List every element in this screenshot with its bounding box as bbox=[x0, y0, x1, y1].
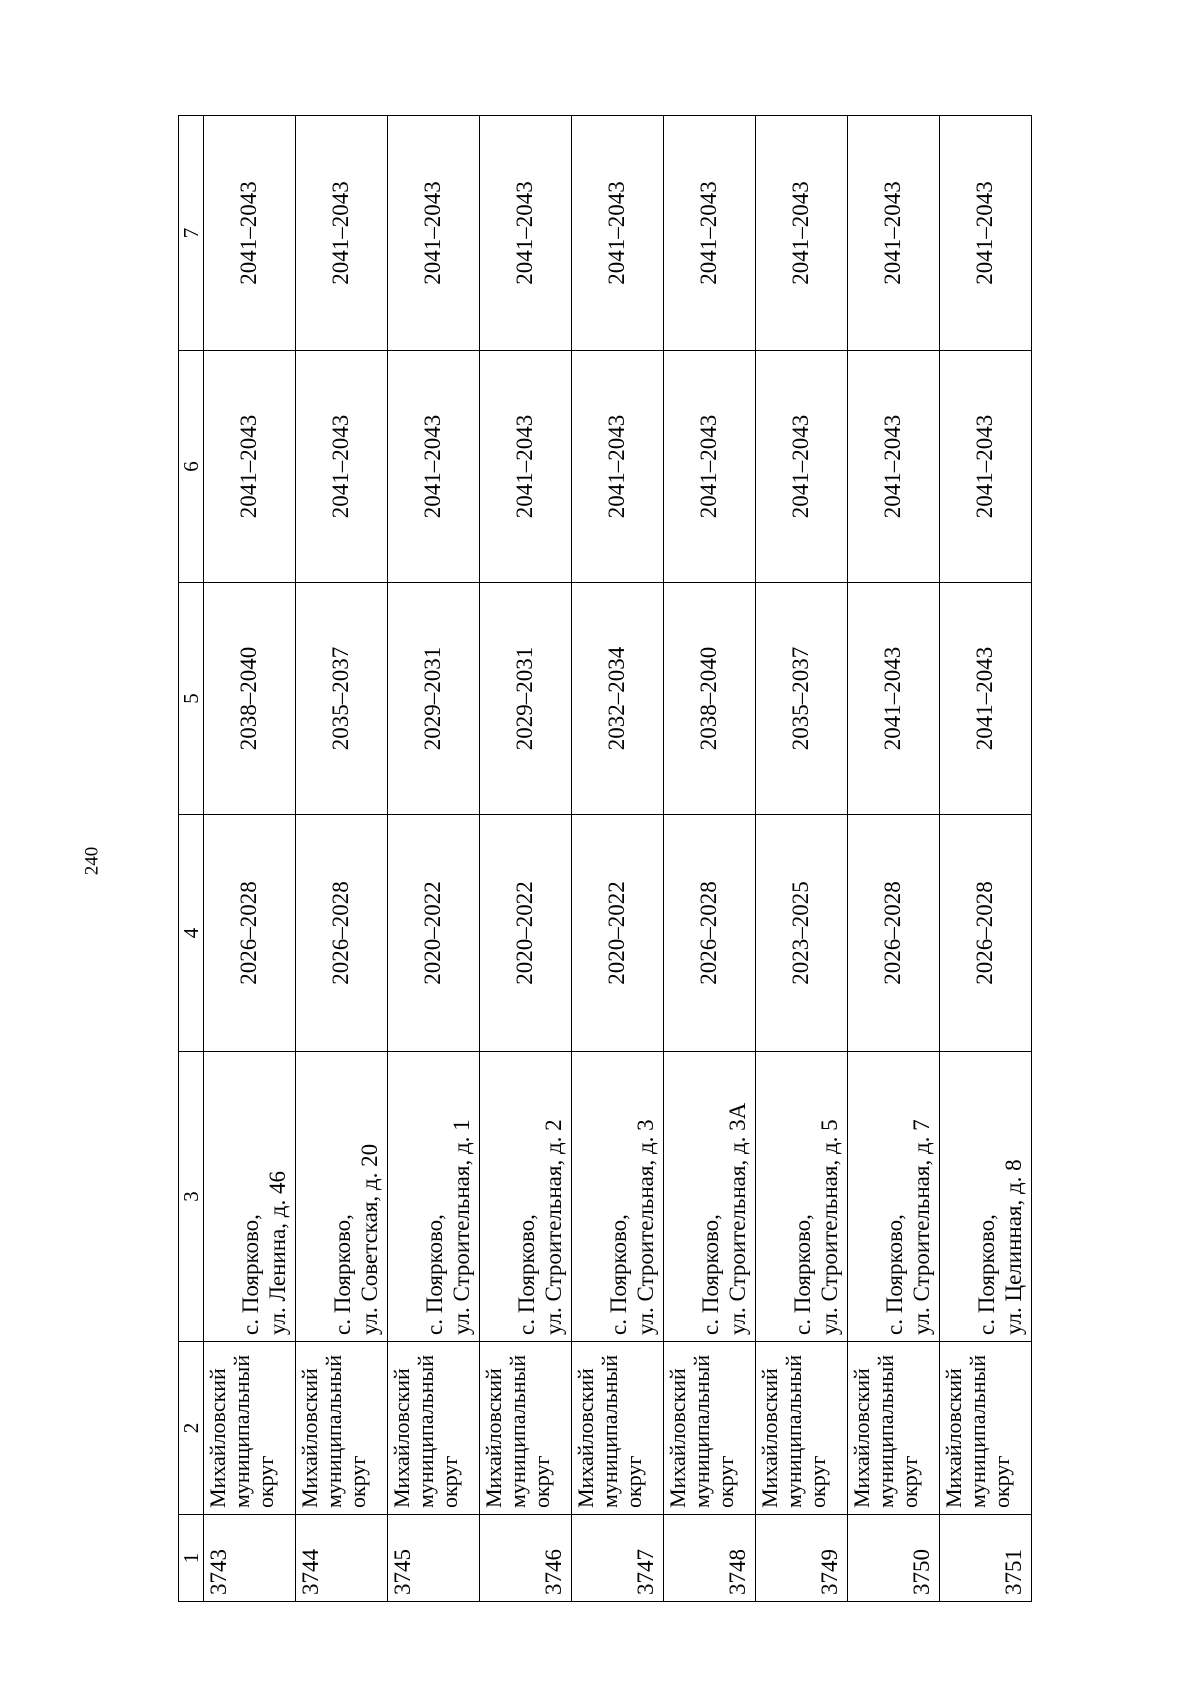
period-cell-c5: 2035–2037 bbox=[756, 583, 848, 815]
table-row bbox=[940, 116, 1032, 1602]
address-cell bbox=[756, 1052, 848, 1342]
address-line: ул. Строительная, д. 3А bbox=[724, 1102, 750, 1335]
row-number-cell: 3750 bbox=[848, 1515, 940, 1602]
header-cell-3: 3 bbox=[179, 1052, 204, 1342]
district-line: муниципальный bbox=[504, 1354, 530, 1508]
district-line: муниципальный bbox=[872, 1354, 898, 1508]
district-line: Михайловский bbox=[573, 1368, 599, 1508]
district-line: Михайловский bbox=[941, 1368, 967, 1508]
address-cell bbox=[940, 1052, 1032, 1342]
address-line: с. Поярково, bbox=[422, 1214, 448, 1335]
row-number-cell: 3747 bbox=[572, 1515, 664, 1602]
period-cell-c7: 2041–2043 bbox=[388, 116, 480, 351]
district-line: Михайловский bbox=[205, 1368, 231, 1508]
table-row bbox=[388, 116, 480, 1602]
period-cell-c6: 2041–2043 bbox=[664, 351, 756, 583]
period-cell-c6: 2041–2043 bbox=[296, 351, 388, 583]
district-line: округ bbox=[620, 1455, 646, 1508]
district-line: округ bbox=[528, 1455, 554, 1508]
district-line: муниципальный bbox=[688, 1354, 714, 1508]
district-line: муниципальный bbox=[964, 1354, 990, 1508]
period-cell-c7: 2041–2043 bbox=[756, 116, 848, 351]
address-line: ул. Целинная, д. 8 bbox=[1000, 1159, 1026, 1335]
district-cell bbox=[756, 1342, 848, 1515]
row-number-cell: 3748 bbox=[664, 1515, 756, 1602]
address-cell bbox=[480, 1052, 572, 1342]
data-table bbox=[178, 115, 1032, 1602]
address-line: ул. Строительная, д. 2 bbox=[540, 1119, 566, 1335]
address-line: с. Поярково, bbox=[330, 1214, 356, 1335]
period-cell-c6: 2041–2043 bbox=[572, 351, 664, 583]
address-cell bbox=[664, 1052, 756, 1342]
period-cell-c7: 2041–2043 bbox=[480, 116, 572, 351]
address-line: ул. Советская, д. 20 bbox=[356, 1143, 382, 1335]
district-line: округ bbox=[988, 1455, 1014, 1508]
header-cell-5: 5 bbox=[179, 583, 204, 815]
district-line: Михайловский bbox=[849, 1368, 875, 1508]
period-cell-c7: 2041–2043 bbox=[296, 116, 388, 351]
period-cell-c4: 2026–2028 bbox=[296, 815, 388, 1052]
address-cell bbox=[388, 1052, 480, 1342]
row-number-cell: 3746 bbox=[480, 1515, 572, 1602]
table-row bbox=[756, 116, 848, 1602]
period-cell-c5: 2041–2043 bbox=[848, 583, 940, 815]
period-cell-c4: 2023–2025 bbox=[756, 815, 848, 1052]
address-line: с. Поярково, bbox=[514, 1214, 540, 1335]
district-line: муниципальный bbox=[228, 1354, 254, 1508]
table-row bbox=[296, 116, 388, 1602]
district-cell bbox=[204, 1342, 296, 1515]
address-line: с. Поярково, bbox=[790, 1214, 816, 1335]
district-line: Михайловский bbox=[665, 1368, 691, 1508]
period-cell-c4: 2026–2028 bbox=[848, 815, 940, 1052]
address-line: ул. Строительная, д. 3 bbox=[632, 1119, 658, 1335]
row-number-cell: 3745 bbox=[388, 1515, 480, 1602]
period-cell-c6: 2041–2043 bbox=[480, 351, 572, 583]
district-line: округ bbox=[436, 1455, 462, 1508]
district-line: муниципальный bbox=[320, 1354, 346, 1508]
row-number-cell: 3749 bbox=[756, 1515, 848, 1602]
row-number-cell: 3751 bbox=[940, 1515, 1032, 1602]
district-cell bbox=[940, 1342, 1032, 1515]
period-cell-c5: 2029–2031 bbox=[388, 583, 480, 815]
district-line: округ bbox=[896, 1455, 922, 1508]
address-line: ул. Строительная, д. 1 bbox=[448, 1119, 474, 1335]
period-cell-c6: 2041–2043 bbox=[940, 351, 1032, 583]
period-cell-c4: 2020–2022 bbox=[480, 815, 572, 1052]
address-cell bbox=[204, 1052, 296, 1342]
period-cell-c7: 2041–2043 bbox=[664, 116, 756, 351]
address-line: с. Поярково, bbox=[882, 1214, 908, 1335]
header-cell-4: 4 bbox=[179, 815, 204, 1052]
district-line: муниципальный bbox=[780, 1354, 806, 1508]
district-cell bbox=[480, 1342, 572, 1515]
district-line: Михайловский bbox=[481, 1368, 507, 1508]
address-line: ул. Ленина, д. 46 bbox=[264, 1171, 290, 1335]
row-number-cell: 3743 bbox=[204, 1515, 296, 1602]
period-cell-c6: 2041–2043 bbox=[848, 351, 940, 583]
district-cell bbox=[664, 1342, 756, 1515]
period-cell-c4: 2020–2022 bbox=[572, 815, 664, 1052]
table-row bbox=[572, 116, 664, 1602]
address-cell bbox=[848, 1052, 940, 1342]
address-line: ул. Строительная, д. 5 bbox=[816, 1119, 842, 1335]
address-cell bbox=[296, 1052, 388, 1342]
district-line: муниципальный bbox=[596, 1354, 622, 1508]
period-cell-c7: 2041–2043 bbox=[204, 116, 296, 351]
period-cell-c5: 2038–2040 bbox=[664, 583, 756, 815]
period-cell-c4: 2020–2022 bbox=[388, 815, 480, 1052]
header-cell-6: 6 bbox=[179, 351, 204, 583]
period-cell-c6: 2041–2043 bbox=[388, 351, 480, 583]
period-cell-c7: 2041–2043 bbox=[572, 116, 664, 351]
rotated-table-container bbox=[178, 115, 1032, 1602]
period-cell-c6: 2041–2043 bbox=[756, 351, 848, 583]
period-cell-c4: 2026–2028 bbox=[664, 815, 756, 1052]
period-cell-c5: 2032–2034 bbox=[572, 583, 664, 815]
period-cell-c7: 2041–2043 bbox=[848, 116, 940, 351]
period-cell-c7: 2041–2043 bbox=[940, 116, 1032, 351]
header-cell-1: 1 bbox=[179, 1515, 204, 1602]
district-cell bbox=[848, 1342, 940, 1515]
row-number-cell: 3744 bbox=[296, 1515, 388, 1602]
address-line: с. Поярково, bbox=[606, 1214, 632, 1335]
district-cell bbox=[388, 1342, 480, 1515]
district-line: Михайловский bbox=[389, 1368, 415, 1508]
address-line: с. Поярково, bbox=[698, 1214, 724, 1335]
period-cell-c6: 2041–2043 bbox=[204, 351, 296, 583]
period-cell-c5: 2035–2037 bbox=[296, 583, 388, 815]
district-cell bbox=[572, 1342, 664, 1515]
table-row bbox=[848, 116, 940, 1602]
period-cell-c4: 2026–2028 bbox=[940, 815, 1032, 1052]
header-row bbox=[179, 116, 204, 1602]
district-line: округ bbox=[344, 1455, 370, 1508]
table-row bbox=[204, 116, 296, 1602]
header-cell-7: 7 bbox=[179, 116, 204, 351]
district-line: округ bbox=[712, 1455, 738, 1508]
table-row bbox=[664, 116, 756, 1602]
district-line: округ bbox=[804, 1455, 830, 1508]
district-cell bbox=[296, 1342, 388, 1515]
header-cell-2: 2 bbox=[179, 1342, 204, 1515]
period-cell-c5: 2041–2043 bbox=[940, 583, 1032, 815]
district-line: округ bbox=[252, 1455, 278, 1508]
period-cell-c4: 2026–2028 bbox=[204, 815, 296, 1052]
district-line: Михайловский bbox=[757, 1368, 783, 1508]
address-line: с. Поярково, bbox=[238, 1214, 264, 1335]
period-cell-c5: 2038–2040 bbox=[204, 583, 296, 815]
period-cell-c5: 2029–2031 bbox=[480, 583, 572, 815]
district-line: муниципальный bbox=[412, 1354, 438, 1508]
address-line: ул. Строительная, д. 7 bbox=[908, 1119, 934, 1335]
address-line: с. Поярково, bbox=[974, 1214, 1000, 1335]
district-line: Михайловский bbox=[297, 1368, 323, 1508]
page-number: 240 bbox=[81, 846, 103, 876]
table-row bbox=[480, 116, 572, 1602]
address-cell bbox=[572, 1052, 664, 1342]
